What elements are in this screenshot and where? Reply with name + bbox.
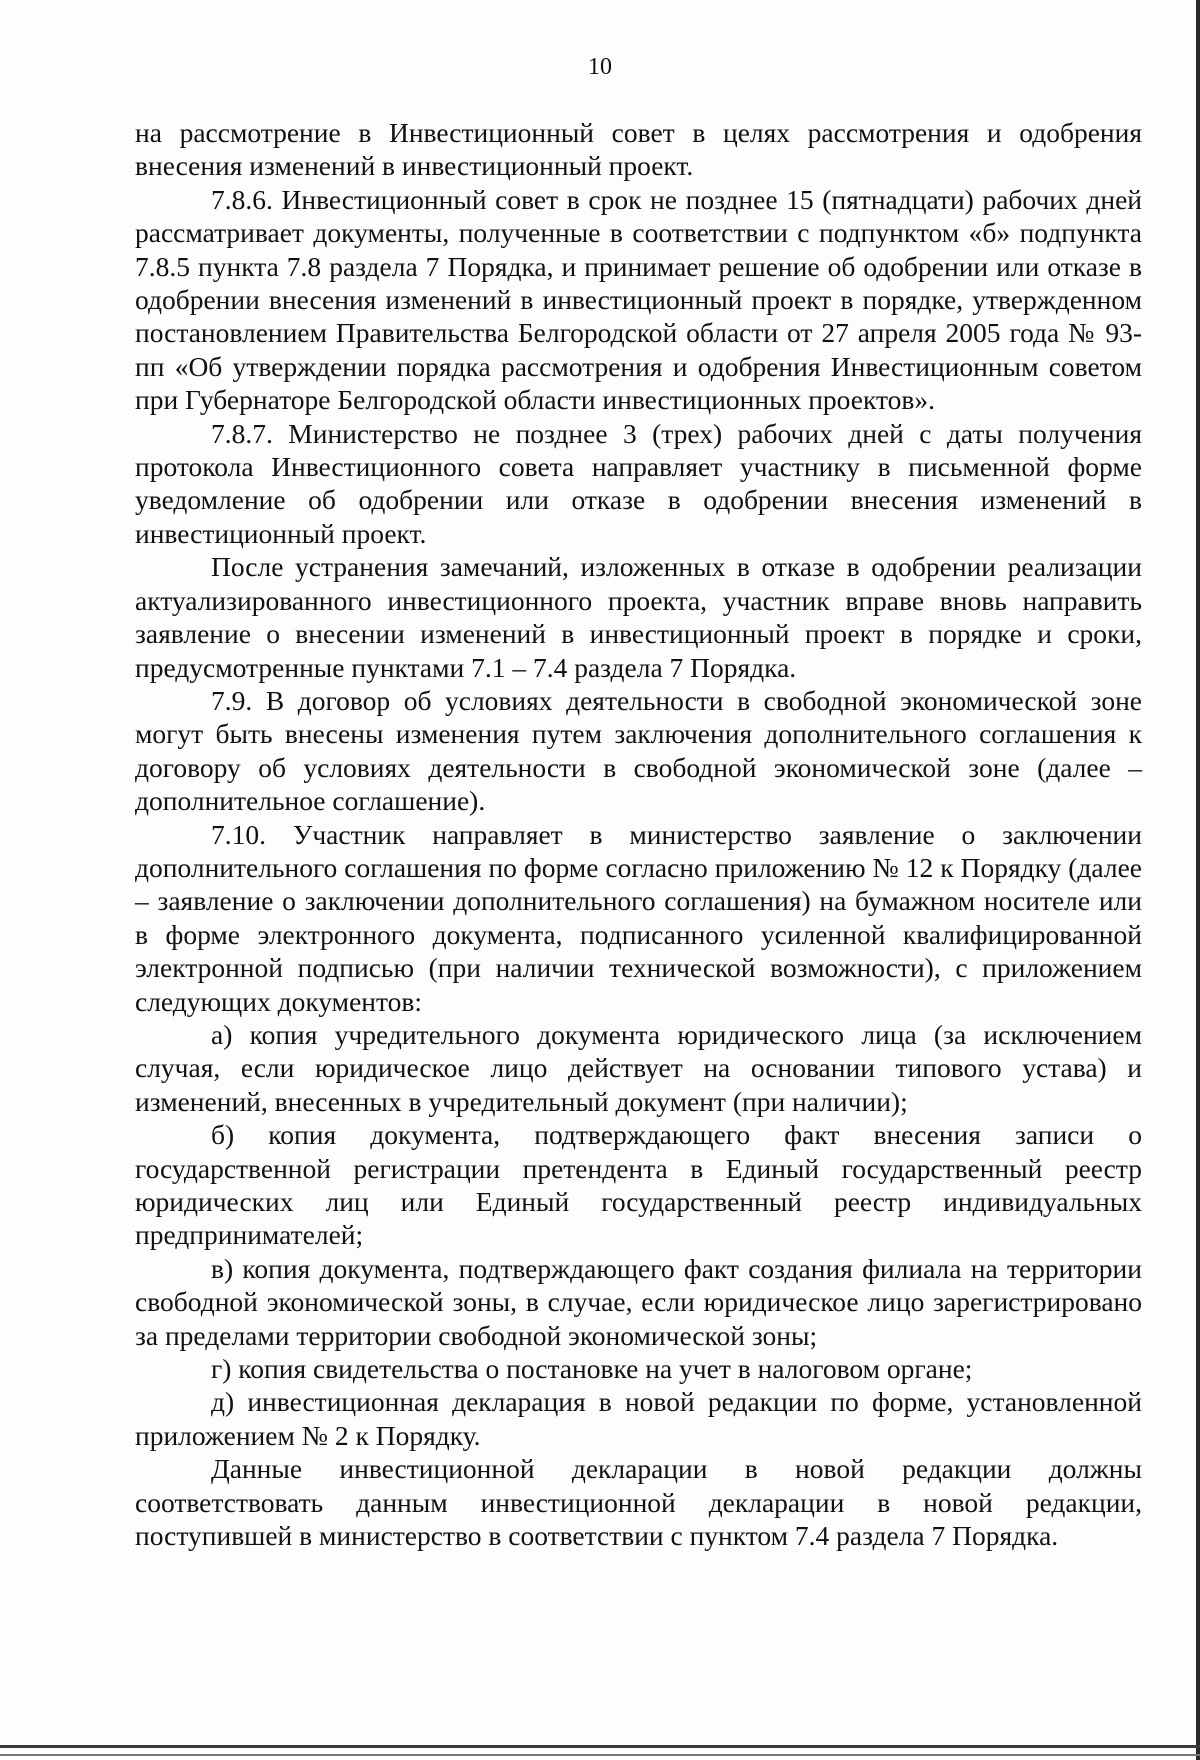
document-body (135, 116, 1142, 1552)
list-item-a: а) копия учредительного документа юридического лица (за исключением случая, если юридическое лицо действует на основании типового устава) и изменений, внесенных в учредительный документ (при наличии); (135, 1018, 1142, 1117)
paragraph-7-8-6: 7.8.6. Инвестиционный совет в срок не позднее 15 (пятнадцати) рабочих дней рассматривает документы, полученные в соответствии с подпунктом «б» подпункта 7.8.5 пункта 7.8 раздела 7 Порядка, и принимает решение об одобрении или отказе в одобрении внесения изменений в инвестиционный проект в порядке, утвержденном постановлением Правительства Белгородской области от 27 апреля 2005 года № 93-пп «Об утверждении порядка рассмотрения и одобрения Инвестиционным советом при Губернаторе Белгородской области инвестиционных проектов». (135, 183, 1142, 416)
list-item-d: д) инвестиционная декларация в новой редакции по форме, установленной приложением № 2 к Порядку. (135, 1386, 1142, 1451)
list-item-v: в) копия документа, подтверждающего факт создания филиала на территории свободной экономической зоны, в случае, если юридическое лицо зарегистрировано за пределами территории свободной экономической зоны; (135, 1252, 1142, 1351)
paragraph-7-9: 7.9. В договор об условиях деятельности в свободной экономической зоне могут быть внесены изменения путем заключения дополнительного соглашения к договору об условиях деятельности в свободной экономической зоне (далее – дополнительное соглашение). (135, 684, 1142, 817)
page-number: 10 (588, 54, 612, 80)
list-item-g: г) копия свидетельства о постановке на учет в налоговом органе; (211, 1353, 973, 1385)
paragraph-7-10: 7.10. Участник направляет в министерство заявление о заключении дополнительного соглашения по форме согласно приложению № 12 к Порядку (далее – заявление о заключении дополнительного соглашения) на бумажном носителе или в форме электронного документа, подписанного усиленной квалифицированной электронной подписью (при наличии технической возможности), с приложением следующих документов: (135, 818, 1142, 1017)
paragraph-7-8-7: 7.8.7. Министерство не позднее 3 (трех) рабочих дней с даты получения протокола Инвестиционного совета направляет участнику в письменной форме уведомление об одобрении или отказе в одобрении внесения изменений в инвестиционный проект. (135, 417, 1142, 549)
paragraph-declaration-data: Данные инвестиционной декларации в новой редакции должны соответствовать данным инвестиционной декларации в новой редакции, поступившей в министерство в соответствии с пунктом 7.4 раздела 7 Порядка. (135, 1453, 1142, 1552)
scan-right-edge (1196, 0, 1200, 1760)
scan-bottom-edge-secondary (0, 1754, 1200, 1756)
scan-bottom-edge (0, 1745, 1200, 1748)
paragraph-continuation: на рассмотрение в Инвестиционный совет в целях рассмотрения и одобрения внесения изменений в инвестиционный проект. (135, 117, 1142, 182)
list-item-b: б) копия документа, подтверждающего факт внесения записи о государственной регистрации претендента в Единый государственный реестр юридических лиц или Единый государственный реестр индивидуальных предпринимателей; (135, 1119, 1142, 1251)
paragraph-after-correction: После устранения замечаний, изложенных в отказе в одобрении реализации актуализированного инвестиционного проекта, участник вправе вновь направить заявление о внесении изменений в инвестиционный проект в порядке и сроки, предусмотренные пунктами 7.1 – 7.4 раздела 7 Порядка. (135, 551, 1142, 683)
